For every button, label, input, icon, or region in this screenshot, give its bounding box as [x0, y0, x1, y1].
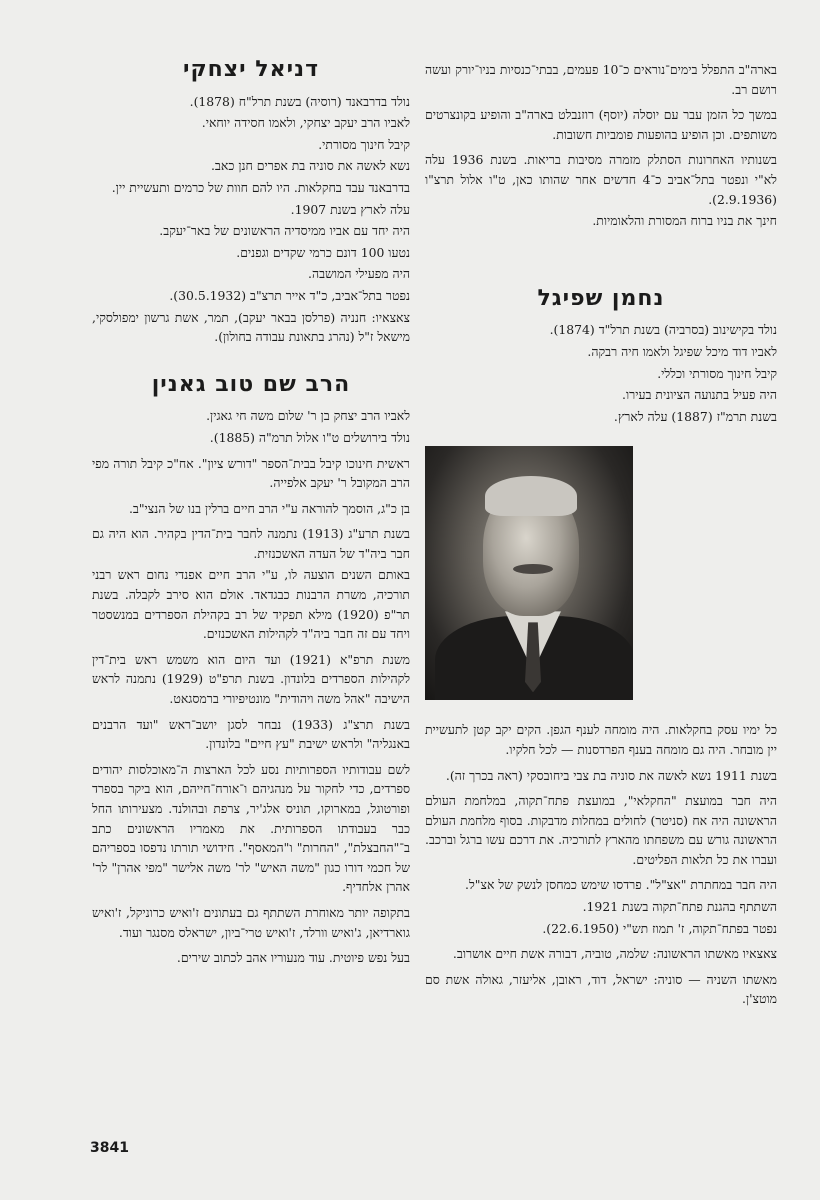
naxman-paragraph: לאביו דוד מיכל שפיגל ולאמו חיה רבקה.	[587, 343, 777, 359]
daniel-paragraph: נשא לאשה את סוניה בת אפרים חנן כאב.	[210, 158, 410, 174]
rav-paragraph: לשם עבודותיו הספרותיות נסע לכל הארצות ה־מאוכלסות יהודים ספרדים, כדי לחקור על מנהגיהם ו־אורח־חייהם, הוא ביקר בספרד ופורטוגל, במארוקו, תוניס אלג'יר, צרפת ובהולנד. מצעירותו החל כבר בעבודתו הספרותית. את מאמריו הראשונים כתב ב־"החבצלת", "החרות" ו"המאסף". חידושי תורתו נדפסו בספריהם של חכמי דורו כגון "משה האיש" לר' משה אלישר "מפי אהרן" לר' אהרן אלחדיף.	[92, 761, 410, 895]
rav-paragraph: בעל נפש פיוטית. עוד מנעוריו אהב לכתוב שירים.	[176, 950, 410, 966]
daniel-paragraph: קיבל חינוך מסורתי.	[318, 136, 410, 152]
intro-paragraph-1: בארה"ב התפלל בימים־נוראים כ־10 פעמים, בבתי־כנסיות בניו־יורק ועשה רושם רב.	[425, 62, 777, 97]
rav-paragraph: נולד בירושלים ט"ו אלול תרמ"ה (1885).	[209, 429, 410, 445]
naxman-paragraph: השתתף בהגנת פתח־תקוה בשנת 1921.	[582, 899, 777, 915]
intro-paragraph-3: בשנותיו האחרונות הסתלק מזמרה מסיבות בריאות. בשנת 1936 עלה לא"י ונפטר בתל־אביב כ־4 חדשים אחר שהותו כאן, ט"ו אלול תרצ"ו (2.9.1936).	[425, 152, 777, 207]
rav-paragraph: באותם השנים הוצעה לו, ע"י הרב חיים אפנדי נחום ראש רבני תורכיה, משרת הרבנות כבגדאד. אולם הוא סירב לקבלה. בשנת תר"פ (1920) מילא תפקיד של רב בקהילת הספרדים במנשסטר ויחד עם זה חבר ביה"ד לקהילות האשכנזים.	[92, 567, 410, 642]
intro-paragraph-4: חינך את בניו ברוח המסורת והלאומיות.	[592, 213, 777, 229]
rav-paragraph: בשנת תרצ"ג (1933) נבחר לסגן יושב־ראש "ועד הרבנים באנגליה" ולראש ישיבת "עץ חיים" בלונדון.	[92, 716, 411, 752]
naxman-paragraph: נולד בקישינוב (בסרביה) בשנת תרל"ד (1874).	[549, 322, 777, 338]
naxman-paragraph: צאצאיו מאשתו הראשונה: שלמה, טוביה, דבורה אשת חיים אושרוב.	[452, 946, 777, 962]
naxman-paragraph: היה פעיל בתנועה הציונית בעירו.	[622, 387, 777, 403]
rav-paragraph: משנת תרפ"א (1921) ועד היום הוא משמש ראש בית־דין לקהילות הספרדים בלונדון. בשנת תרפ"ט (1929) נתמנה לראש הישיבה "אהל משה ויהודית" מונטיפיורי ברמסגאט.	[92, 651, 410, 707]
naxman-paragraph: בשנת 1911 נשא לאשה את סוניה בת צבי ביחובסקי (ראה בכרך זה).	[445, 767, 777, 783]
naxman-heading: נחמן שפיגל	[537, 285, 665, 311]
page-number: 3841	[90, 1140, 129, 1156]
daniel-paragraph: היה מפעילי המושבה.	[308, 266, 410, 282]
photo-hair	[485, 476, 577, 516]
naxman-paragraph: נפטר בפתח־תקוה, ז' תמוז תש"י (22.6.1950).	[542, 920, 777, 936]
daniel-paragraph: בדרבאנד עבד בחקלאות. היו להם חוות של כרמים ותעשיית יין.	[111, 179, 410, 195]
rav-heading: הרב שם טוב גאנין	[151, 371, 351, 397]
daniel-paragraph: נולד בדרבאנד (רוסיה) בשנת תרל"ח (1878).	[189, 93, 410, 109]
right-column	[425, 60, 777, 1011]
daniel-paragraph: נפטר בתל־אביב, כ"ד אייר תרצ"ב (30.5.1932).	[169, 287, 410, 303]
daniel-paragraph: לאביו הרב יעקב יצחקי, ולאמו חסידה יוחאי.	[201, 115, 410, 131]
left-column	[92, 57, 411, 970]
rav-paragraph: בתקופה יותר מאוחרת השתתף גם בעתונים ז'ואיש כרוניקל, ז'ואיש גוארדיאן, ג'ואיש וורלד, ז'ואיש טרי־ביון, ישראלס מסנגר ועוד.	[92, 904, 410, 940]
daniel-paragraph: נטעו 100 דונם כרמי שקדים וגפנים.	[236, 244, 410, 260]
rav-paragraph: בשנת תרע"ג (1913) נתמנה לחבר בית־הדין בקהיר. הוא היה גם חבר ביה"ד של העדה האשכנזית.	[92, 526, 410, 561]
intro-paragraph-2: במשך כל הזמן עבר עם יוסלה (יוסף) רוזנבלט בארה"ב והופיע בקונצרטים משותפים. וכן הופיע בהופעות פומביות חשובות.	[425, 107, 777, 142]
naxman-paragraph: מאשתו השניה — סוניה: ישראל, דוד, ראובן, אליעזר, גאולה אשת סם מוטצ'ן.	[425, 971, 777, 1007]
daniel-heading: דניאל יצחקי	[183, 57, 319, 82]
naxman-paragraph: היה חבר במחתרת "אצ"ל". פרדסו שימש כמחסן לנשק של אצ"ל.	[465, 877, 777, 893]
portrait-photo	[425, 446, 633, 700]
rav-paragraph: ראשית חינוכו קיבל בבית־הספר "דורש ציון". אח"כ קיבל תורה מפי הרב המקובל ר' יעקב אלפייה.	[92, 455, 410, 491]
naxman-paragraph: בשנת תרמ"ז (1887) עלה לארץ.	[613, 408, 777, 424]
naxman-paragraph: קיבל חינוך מסורתי וכללי.	[657, 365, 777, 381]
rav-paragraph: בן כ"ג, הוסמך להוראה ע"י הרב חיים ברלין בנו של הנצי"ב.	[128, 500, 410, 516]
daniel-paragraph: היה יחד עם אביו ממיסדיה הראשונים של באר־יעקב.	[159, 223, 410, 239]
daniel-paragraph: צאצאיו: חנניה (פרלסן בבאר יעקב), תמר, אשת גרשון ימפולסקי, מישאל ז"ל (נהרג בתאונת עבודה בחולון).	[92, 309, 410, 345]
daniel-paragraph: עלה לארץ בשנת 1907.	[290, 201, 410, 217]
rav-paragraph: לאביו הרב יצחק בן ר' שלום משה חי גאגין.	[206, 408, 410, 424]
naxman-paragraph: היה חבר במועצת "החקלאי", במועצת פתח־תקוה, במלחמת העולם הראשונה היה אח (סניטר) לחולים במחלות מדבקות. בסוף מלחמת העולם הראשונה גורש עם משפחתו מהארץ לתורכיה. את דרכם עשו ברגל וברכב. ועברו את כל תלאות הפליטים.	[425, 793, 777, 867]
naxman-paragraph: כל ימיו עסק בחקלאות. היה מומחה לענף הגפן. הקים יקב קטן לתעשיית יין מובחר. היה גם מומחה בענף הפרדסנות — לכל חלקיו.	[425, 722, 777, 757]
